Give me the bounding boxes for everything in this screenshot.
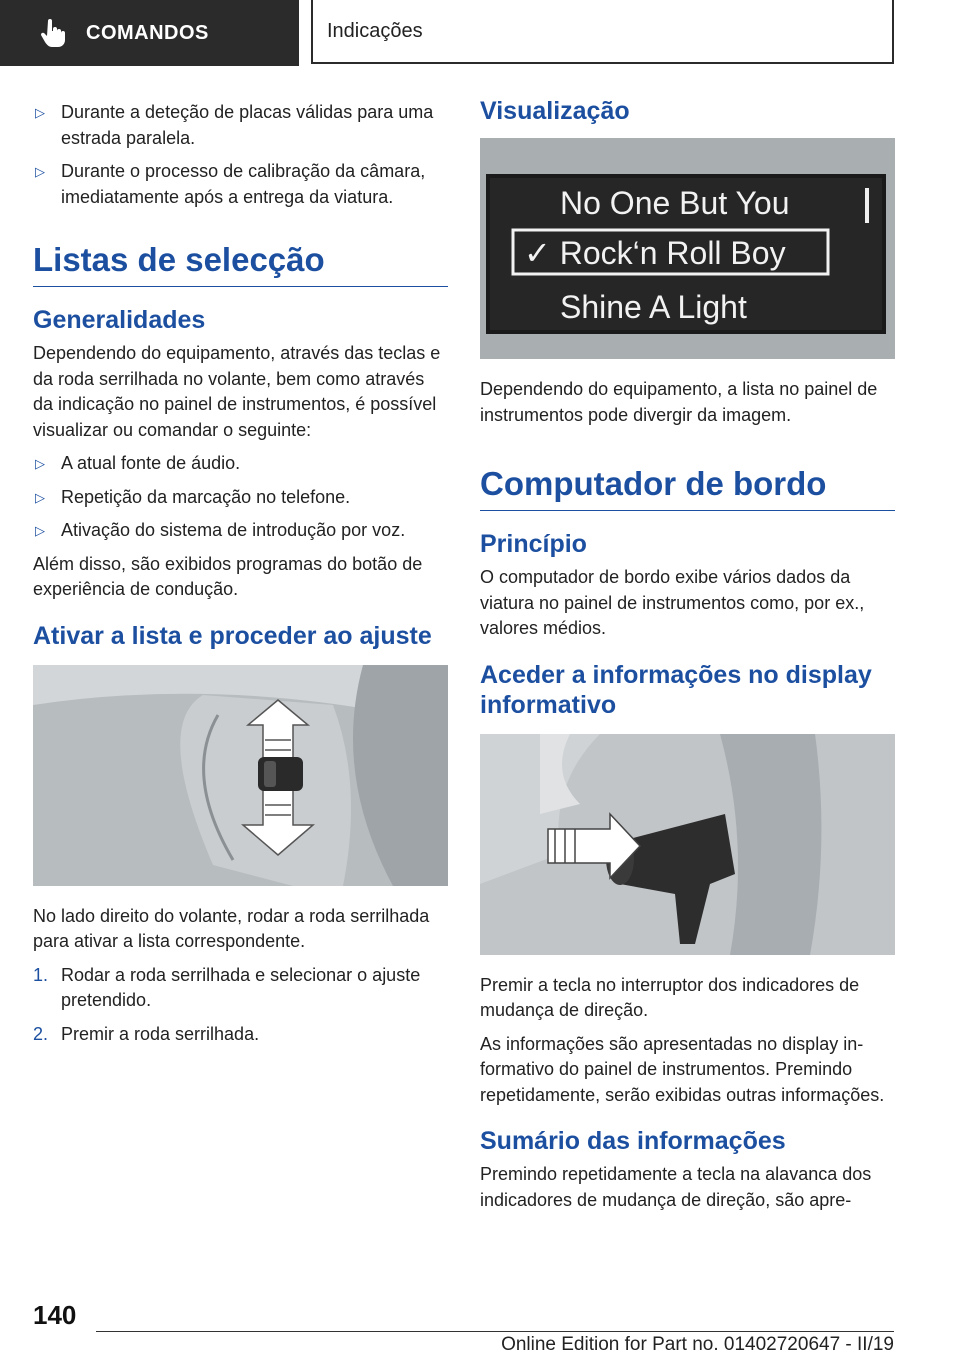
instrument-panel-list-display [480, 138, 895, 359]
intro-bullet-list [33, 100, 448, 210]
display-item: Shine A Light [560, 289, 747, 325]
step-number: 2. [33, 1023, 49, 1044]
activate-text: No lado direito do volante, rodar a roda serrilhada para ativar a lista correspondente. [33, 905, 430, 951]
heading-activate-list: Ativar a lista e proceder ao ajuste [33, 621, 432, 650]
left-column [33, 100, 448, 1055]
triangle-bullet-icon: ▷ [35, 164, 45, 179]
list-item: ▷ Ativação do sistema de introdução por voz. [33, 518, 448, 544]
summary-text: Premindo repetidamente a tecla na alavanca dos indicadores de mudança de direção, são apre- [480, 1164, 872, 1210]
principle-text: O computador de bordo exibe vários dados da viatura no painel de instrumentos como, por ex., valores médios. [480, 567, 865, 638]
chapter-title: Indicações [327, 19, 423, 42]
general-extra-text: Além disso, são exibidos programas do botão de experiência de condução. [33, 553, 423, 599]
display-item: No One But You [560, 185, 790, 221]
chapter-header [311, 0, 894, 64]
list-item: ▷ Repetição da marcação no telefone. [33, 485, 448, 511]
heading-onboard-computer: Computador de bordo [480, 464, 895, 511]
list-item: ▷ A atual fonte de áudio. [33, 451, 448, 477]
access-text-2: As informações são apresentadas no display informativo do painel de instrumentos. Premindo repetidamente, serão exibidas outras informações. [480, 1033, 885, 1105]
step-number: 1. [33, 964, 49, 985]
list-item: 2. Premir a roda serrilhada. [33, 1022, 448, 1048]
heading-selection-lists: Listas de selecção [33, 240, 448, 287]
footer-divider [96, 1331, 894, 1332]
list-item: ▷ Durante o processo de calibração da câmara, imediatamente após a entrega da viatura. [35, 161, 426, 207]
steering-wheel-thumbwheel-illustration [33, 665, 448, 886]
steps-list [33, 963, 448, 1048]
access-text-1: Premir a tecla no interruptor dos indicadores de mudança de direção. [480, 974, 860, 1020]
heading-info-summary: Sumário das informações [480, 1127, 786, 1155]
list-item: ▷ Durante a deteção de placas válidas para uma estrada paralela. [35, 102, 434, 148]
general-text: Dependendo do equipamento, através das teclas e da roda serrilhada no volante, bem como através da indicação no painel de instrumentos, é possível visualizar ou comandar o seguinte: [33, 343, 441, 440]
heading-display: Visualização [480, 97, 630, 125]
heading-access-info: Aceder a informações no display informativo [480, 660, 872, 719]
list-item: 1. Rodar a roda serrilhada e selecionar o ajuste pretendido. [33, 964, 421, 1010]
triangle-bullet-icon: ▷ [35, 489, 45, 505]
display-item-selected: ✓ Rock‘n Roll Boy [524, 235, 786, 271]
triangle-bullet-icon: ▷ [35, 456, 45, 471]
display-caption: Dependendo do equipamento, a lista no painel de instrumentos pode divergir da imagem. [480, 379, 878, 425]
section-title: COMANDOS [86, 21, 209, 44]
page-number: 140 [33, 1300, 77, 1330]
heading-general: Generalidades [33, 306, 206, 334]
section-tab [0, 0, 299, 66]
triangle-bullet-icon: ▷ [35, 523, 45, 538]
heading-principle: Princípio [480, 530, 587, 558]
right-column [480, 96, 895, 1221]
turn-signal-lever-illustration [480, 734, 895, 955]
general-bullet-list [33, 451, 448, 544]
pointing-hand-icon [40, 19, 66, 47]
triangle-bullet-icon: ▷ [35, 105, 45, 120]
edition-note: Online Edition for Part no. 01402720647 - II/19 [501, 1334, 894, 1355]
